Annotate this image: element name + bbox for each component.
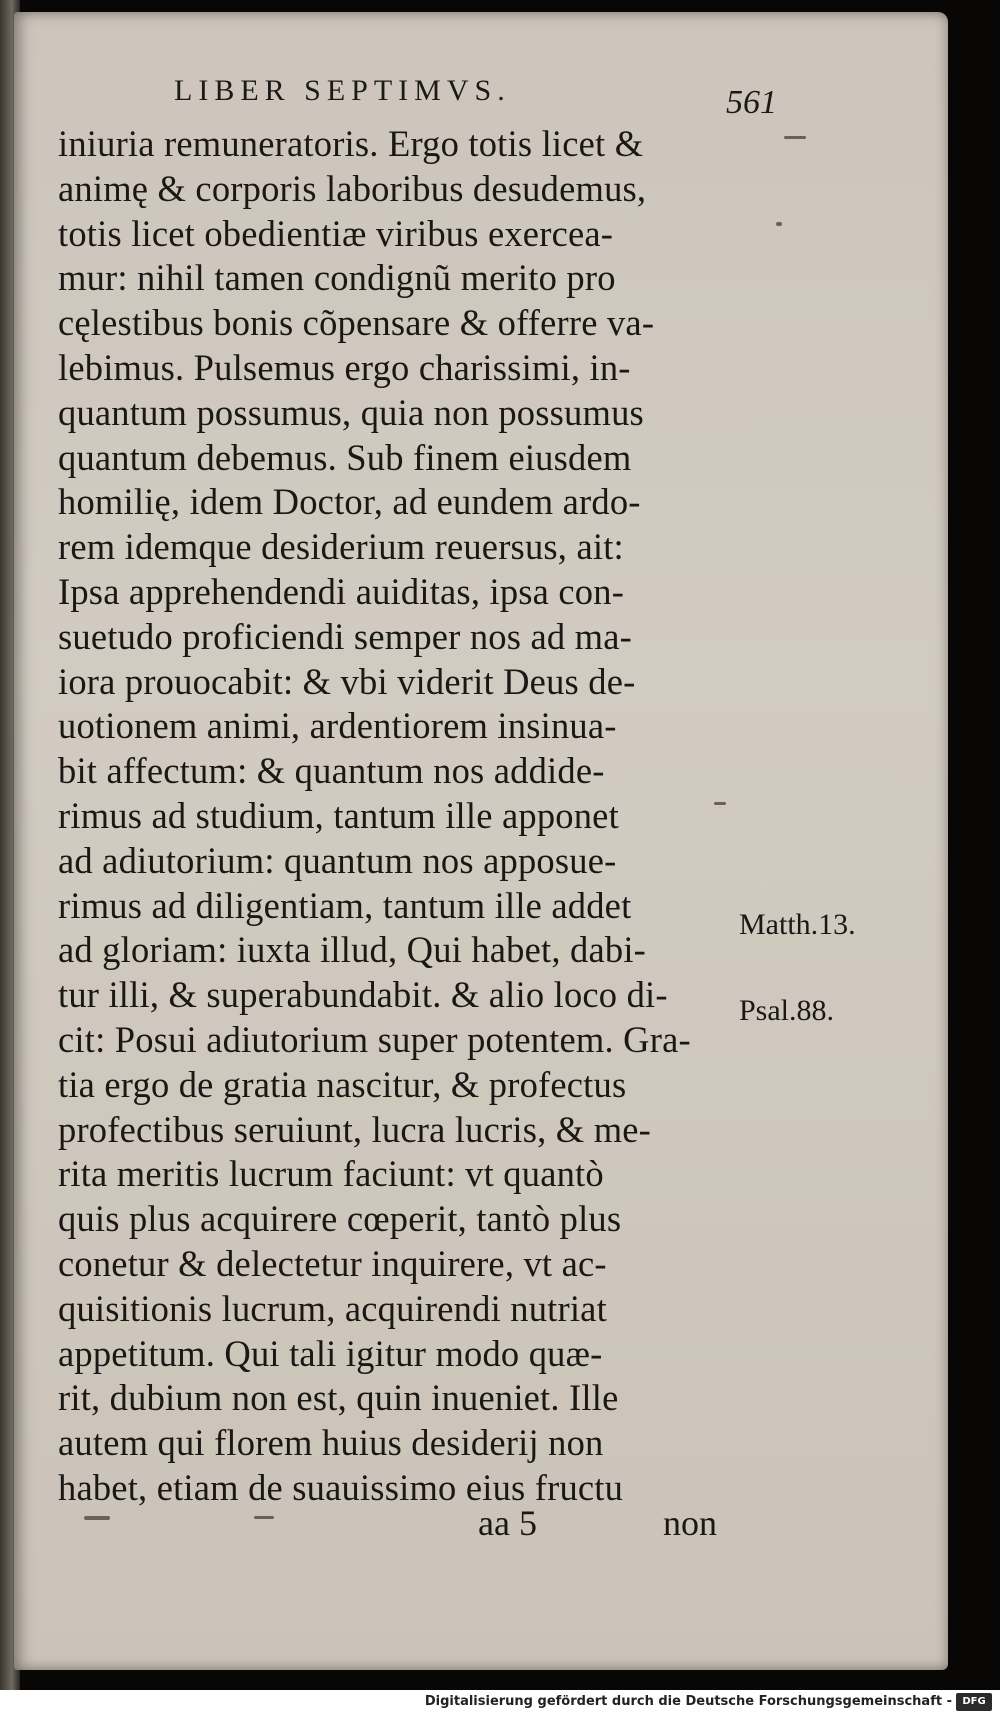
text-line: iniuria remuneratoris. Ergo totis licet & <box>58 123 644 164</box>
page-footer <box>58 1502 748 1546</box>
text-line: profectibus seruiunt, lucra lucris, & me- <box>58 1108 652 1150</box>
text-line: cit: Posui adiutorium super potentem. Gra- <box>58 1018 691 1060</box>
catchword: non <box>663 1503 717 1543</box>
text-line: uotionem animi, ardentiorem insinua- <box>58 705 617 747</box>
text-line: tia ergo de gratia nascitur, & profectus <box>58 1063 627 1105</box>
funding-credit: Digitalisierung gefördert durch die Deutsche Forschungsgemeinschaft - <box>424 1694 952 1709</box>
text-line: suetudo proficiendi semper nos ad ma- <box>58 615 633 657</box>
paper-speck <box>776 222 782 226</box>
text-line: quantum possumus, quia non possumus <box>58 391 644 433</box>
running-head: LIBER SEPTIMVS. <box>174 74 511 107</box>
paper-speck <box>714 802 726 805</box>
body-text <box>58 122 748 1511</box>
text-line: ad adiutorium: quantum nos apposue- <box>58 839 617 881</box>
dfg-logo-icon: DFG <box>956 1693 992 1711</box>
text-line: Ipsa apprehendendi auiditas, ipsa con- <box>58 570 625 612</box>
text-line: tur illi, & superabundabit. & alio loco di- <box>58 974 668 1016</box>
paper-speck <box>784 136 806 139</box>
text-line: quantum debemus. Sub finem eiusdem <box>58 436 632 478</box>
text-line: quisitionis lucrum, acquirendi nutriat <box>58 1287 607 1329</box>
book-page <box>14 12 948 1670</box>
text-line: cęlestibus bonis cõpensare & offerre va- <box>58 302 655 344</box>
text-line: quis plus acquirere cœperit, tantò plus <box>58 1198 622 1240</box>
text-line: rem idemque desiderium reuersus, ait: <box>58 526 624 568</box>
text-line: animę & corporis laboribus desudemus, <box>58 167 647 209</box>
signature-mark: aa 5 <box>478 1503 537 1543</box>
marginal-note: Matth.13. <box>739 908 856 941</box>
text-line: rita meritis lucrum faciunt: vt quantò <box>58 1153 604 1195</box>
text-line: habet, etiam de suauissimo eius fructu <box>58 1466 624 1508</box>
text-line: ad gloriam: iuxta illud, Qui habet, dabi- <box>58 929 647 971</box>
text-line: autem qui florem huius desiderij non <box>58 1422 604 1464</box>
page-number: 561 <box>726 84 777 121</box>
paper-speck <box>254 1516 274 1519</box>
text-line: totis licet obedientiæ viribus exercea- <box>58 212 614 254</box>
text-line: homilię, idem Doctor, ad eundem ardo- <box>58 481 641 523</box>
marginal-note: Psal.88. <box>739 994 835 1027</box>
paper-speck <box>84 1516 110 1520</box>
footer-bar <box>0 1690 1000 1715</box>
text-line: rimus ad diligentiam, tantum ille addet <box>58 884 632 926</box>
text-line: iora prouocabit: & vbi viderit Deus de- <box>58 660 636 702</box>
text-line: appetitum. Qui tali igitur modo quæ- <box>58 1332 603 1374</box>
text-line: bit affectum: & quantum nos addide- <box>58 750 605 792</box>
text-line: mur: nihil tamen condignũ merito pro <box>58 257 616 299</box>
text-line: conetur & delectetur inquirere, vt ac- <box>58 1242 607 1284</box>
text-line: rit, dubium non est, quin inueniet. Ille <box>58 1377 619 1419</box>
text-line: lebimus. Pulsemus ergo charissimi, in- <box>58 346 631 388</box>
text-line: rimus ad studium, tantum ille apponet <box>58 794 619 836</box>
